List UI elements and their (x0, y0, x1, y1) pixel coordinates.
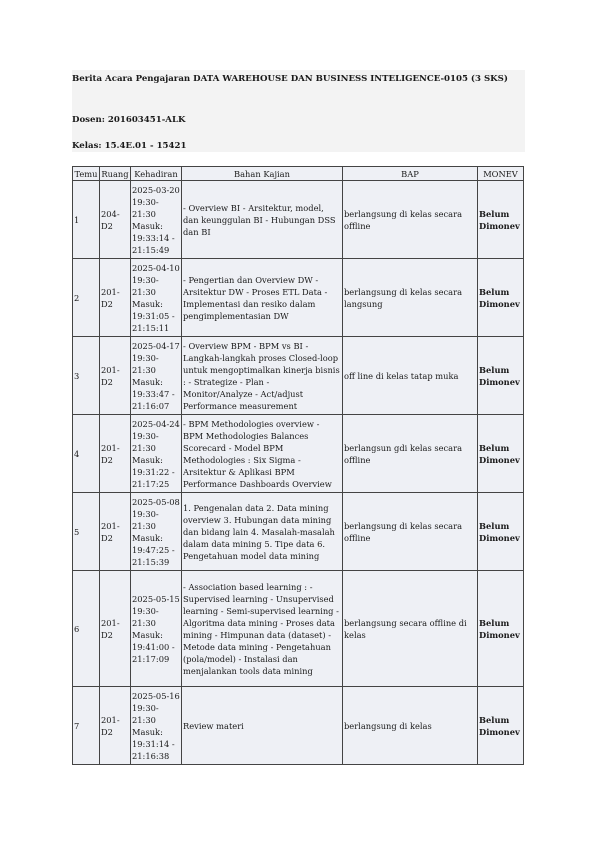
cell-kehadiran: 2025-03-20 19:30-21:30 Masuk: 19:33:14 - 21:15:49 (131, 181, 182, 259)
cell-bahan-kajian: - Pengertian dan Overview DW - Arsitektur DW - Proses ETL Data - Implementasi dan resiko dalam pengimplementasian DW (182, 259, 343, 337)
cell-ruang: 201-D2 (100, 259, 131, 337)
cell-bahan-kajian: - BPM Methodologies overview - BPM Methodologies Balances Scorecard - Model BPM Methodologies : Six Sigma - Arsitektur & Aplikasi BPM Performance Dashboards Overview (182, 415, 343, 493)
table-row (73, 687, 524, 765)
col-header-kehadiran: Kehadiran (131, 167, 182, 181)
cell-monev: Belum Dimonev (478, 415, 524, 493)
document-header (72, 70, 525, 152)
cell-monev: Belum Dimonev (478, 181, 524, 259)
cell-kehadiran: 2025-04-24 19:30-21:30 Masuk: 19:31:22 - 21:17:25 (131, 415, 182, 493)
col-header-bahan-kajian: Bahan Kajian (182, 167, 343, 181)
cell-ruang: 201-D2 (100, 415, 131, 493)
cell-ruang: 204-D2 (100, 181, 131, 259)
cell-bap: berlangsung secara offline di kelas (343, 571, 478, 687)
cell-temu: 4 (73, 415, 100, 493)
col-header-monev: MONEV (478, 167, 524, 181)
cell-kehadiran: 2025-05-16 19:30-21:30 Masuk: 19:31:14 - 21:16:38 (131, 687, 182, 765)
cell-bap: berlangsung di kelas secara offline (343, 181, 478, 259)
cell-bap: berlangsung di kelas (343, 687, 478, 765)
cell-bahan-kajian: - Overview BPM - BPM vs BI - Langkah-langkah proses Closed-loop untuk mengoptimalkan kinerja bisnis : - Strategize - Plan - Monitor/Analyze - Act/adjust Performance measurement (182, 337, 343, 415)
cell-monev: Belum Dimonev (478, 259, 524, 337)
cell-bap: berlangsung di kelas secara langsung (343, 259, 478, 337)
table-row (73, 337, 524, 415)
cell-kehadiran: 2025-05-08 19:30-21:30 Masuk: 19:47:25 - 21:15:39 (131, 493, 182, 571)
cell-temu: 5 (73, 493, 100, 571)
col-header-bap: BAP (343, 167, 478, 181)
cell-temu: 6 (73, 571, 100, 687)
cell-ruang: 201-D2 (100, 687, 131, 765)
lecturer-info: Dosen: 201603451-ALK (72, 115, 186, 125)
cell-ruang: 201-D2 (100, 571, 131, 687)
table-row (73, 493, 524, 571)
cell-temu: 3 (73, 337, 100, 415)
cell-bap: berlangsun gdi kelas secara offline (343, 415, 478, 493)
cell-temu: 2 (73, 259, 100, 337)
table-row (73, 415, 524, 493)
cell-temu: 1 (73, 181, 100, 259)
cell-bap: off line di kelas tatap muka (343, 337, 478, 415)
table-row (73, 181, 524, 259)
table-row (73, 571, 524, 687)
cell-monev: Belum Dimonev (478, 493, 524, 571)
cell-monev: Belum Dimonev (478, 571, 524, 687)
col-header-temu: Temu (74, 168, 98, 179)
teaching-report-table (72, 166, 524, 765)
cell-monev: Belum Dimonev (478, 687, 524, 765)
cell-bahan-kajian: 1. Pengenalan data 2. Data mining overview 3. Hubungan data mining dan bidang lain 4. Masalah-masalah dalam data mining 5. Tipe data 6. Pengetahuan model data mining (182, 493, 343, 571)
col-header-ruang: Ruang (101, 168, 129, 179)
cell-bap: berlangsung di kelas secara offline (343, 493, 478, 571)
cell-kehadiran: 2025-04-17 19:30-21:30 Masuk: 19:33:47 - 21:16:07 (131, 337, 182, 415)
cell-bahan-kajian: Review materi (182, 687, 343, 765)
document-title: Berita Acara Pengajaran DATA WAREHOUSE DAN BUSINESS INTELIGENCE-0105 (3 SKS) (72, 74, 508, 84)
cell-bahan-kajian: - Association based learning : - Supervised learning - Unsupervised learning - Semi-supervised learning - Algoritma data mining - Proses data mining - Himpunan data (dataset) - Metode data mining - Pengetahuan (pola/model) - Instalasi dan menjalankan tools data mining (182, 571, 343, 687)
table-row (73, 259, 524, 337)
cell-ruang: 201-D2 (100, 337, 131, 415)
class-info: Kelas: 15.4E.01 - 15421 (72, 141, 187, 151)
cell-temu: 7 (73, 687, 100, 765)
cell-kehadiran: 2025-05-15 19:30-21:30 Masuk: 19:41:00 - 21:17:09 (131, 571, 182, 687)
cell-bahan-kajian: - Overview BI - Arsitektur, model, dan keunggulan BI - Hubungan DSS dan BI (182, 181, 343, 259)
cell-monev: Belum Dimonev (478, 337, 524, 415)
table-header-row (73, 167, 524, 181)
cell-kehadiran: 2025-04-10 19:30-21:30 Masuk: 19:31:05 - 21:15:11 (131, 259, 182, 337)
cell-ruang: 201-D2 (100, 493, 131, 571)
